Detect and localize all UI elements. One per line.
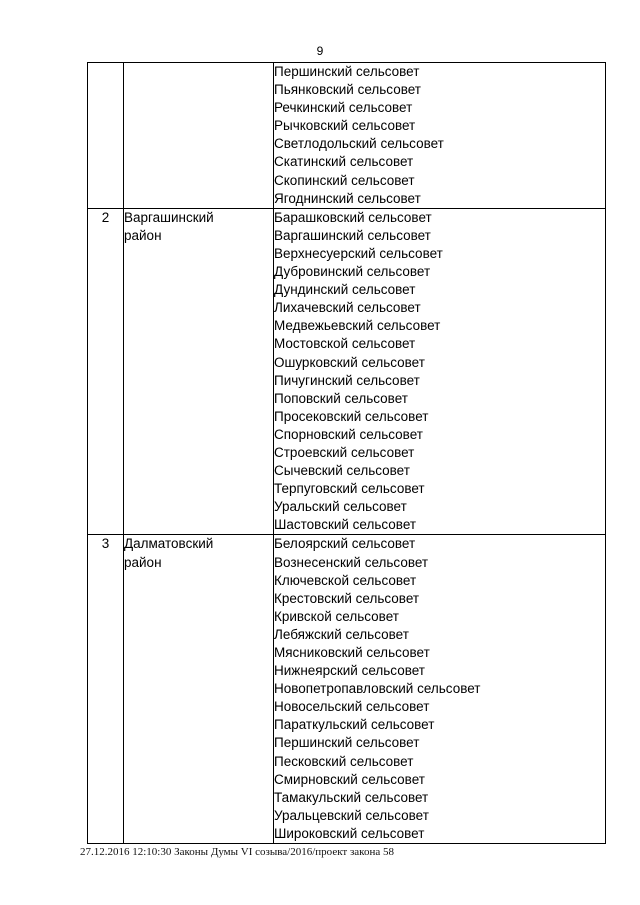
councils-cell — [274, 535, 606, 844]
list-item: Пичугинский сельсовет — [274, 372, 420, 388]
list-item: Белоярский сельсовет — [274, 536, 416, 552]
list-item: Крестовский сельсовет — [274, 590, 420, 606]
page-number: 9 — [316, 44, 324, 58]
list-item: Смирновский сельсовет — [274, 771, 425, 787]
list-item: Просековский сельсовет — [274, 408, 429, 424]
list-item: Скатинский сельсовет — [274, 154, 414, 170]
row-number-cell — [88, 63, 124, 209]
list-item: Терпуговский сельсовет — [274, 481, 425, 497]
list-item: Уральский сельсовет — [274, 499, 407, 515]
table-row — [88, 63, 606, 209]
row-number-cell: 2 — [88, 208, 124, 535]
district-cell — [124, 535, 274, 844]
list-item: Тамакульский сельсовет — [274, 789, 429, 805]
table-row — [88, 208, 606, 535]
table-row — [88, 535, 606, 844]
district-name-line2: район — [124, 228, 162, 244]
list-item: Новосельский сельсовет — [274, 699, 430, 715]
list-item: Лихачевский сельсовет — [274, 300, 421, 316]
list-item: Скопинский сельсовет — [274, 172, 415, 188]
list-item: Ягоднинский сельсовет — [274, 190, 421, 206]
list-item: Параткульский сельсовет — [274, 717, 435, 733]
list-item: Уральцевский сельсовет — [274, 807, 429, 823]
list-item: Шастовский сельсовет — [274, 517, 417, 533]
list-item: Нижнеярский сельсовет — [274, 663, 425, 679]
list-item: Поповский сельсовет — [274, 390, 408, 406]
list-item: Новопетропавловский сельсовет — [274, 681, 481, 697]
district-name-line1: Далматовский — [124, 536, 214, 552]
district-name-line2: район — [124, 554, 162, 570]
list-item: Спорновский сельсовет — [274, 426, 423, 442]
list-item: Кривской сельсовет — [274, 608, 399, 624]
list-item: Светлодольский сельсовет — [274, 136, 444, 152]
district-cell — [124, 208, 274, 535]
list-item: Широковский сельсовет — [274, 825, 425, 841]
councils-cell — [274, 63, 606, 209]
list-item: Мостовской сельсовет — [274, 336, 416, 352]
list-item: Дубровинский сельсовет — [274, 264, 431, 280]
list-item: Речкинский сельсовет — [274, 100, 413, 116]
councils-list — [274, 209, 605, 535]
councils-list — [274, 63, 605, 208]
district-name-line1: Варгашинский — [124, 209, 214, 225]
list-item: Мясниковский сельсовет — [274, 645, 430, 660]
list-item: Барашковский сельсовет — [274, 209, 432, 225]
district-cell — [124, 63, 274, 209]
list-item: Пьянковский сельсовет — [274, 82, 421, 98]
row-number-cell: 3 — [88, 535, 124, 844]
list-item: Лебяжский сельсовет — [274, 626, 409, 642]
list-item: Першинский сельсовет — [274, 64, 420, 79]
list-item: Верхнесуерский сельсовет — [274, 245, 443, 261]
list-item: Першинский сельсовет — [274, 735, 420, 751]
councils-cell — [274, 208, 606, 535]
list-item: Ключевской сельсовет — [274, 572, 417, 588]
list-item: Медвежьевский сельсовет — [274, 318, 441, 334]
list-item: Строевский сельсовет — [274, 444, 415, 460]
list-item: Рычковский сельсовет — [274, 118, 416, 134]
list-item: Песковский сельсовет — [274, 753, 414, 769]
districts-table — [87, 62, 606, 844]
list-item: Дундинский сельсовет — [274, 282, 416, 298]
list-item: Вознесенский сельсовет — [274, 554, 429, 570]
list-item: Сычевский сельсовет — [274, 463, 410, 479]
document-footer: 27.12.2016 12:10:30 Законы Думы VI созыва/2016/проект закона 58 — [80, 846, 394, 858]
councils-list — [274, 535, 605, 843]
list-item: Варгашинский сельсовет — [274, 227, 431, 243]
list-item: Ошурковский сельсовет — [274, 354, 425, 370]
